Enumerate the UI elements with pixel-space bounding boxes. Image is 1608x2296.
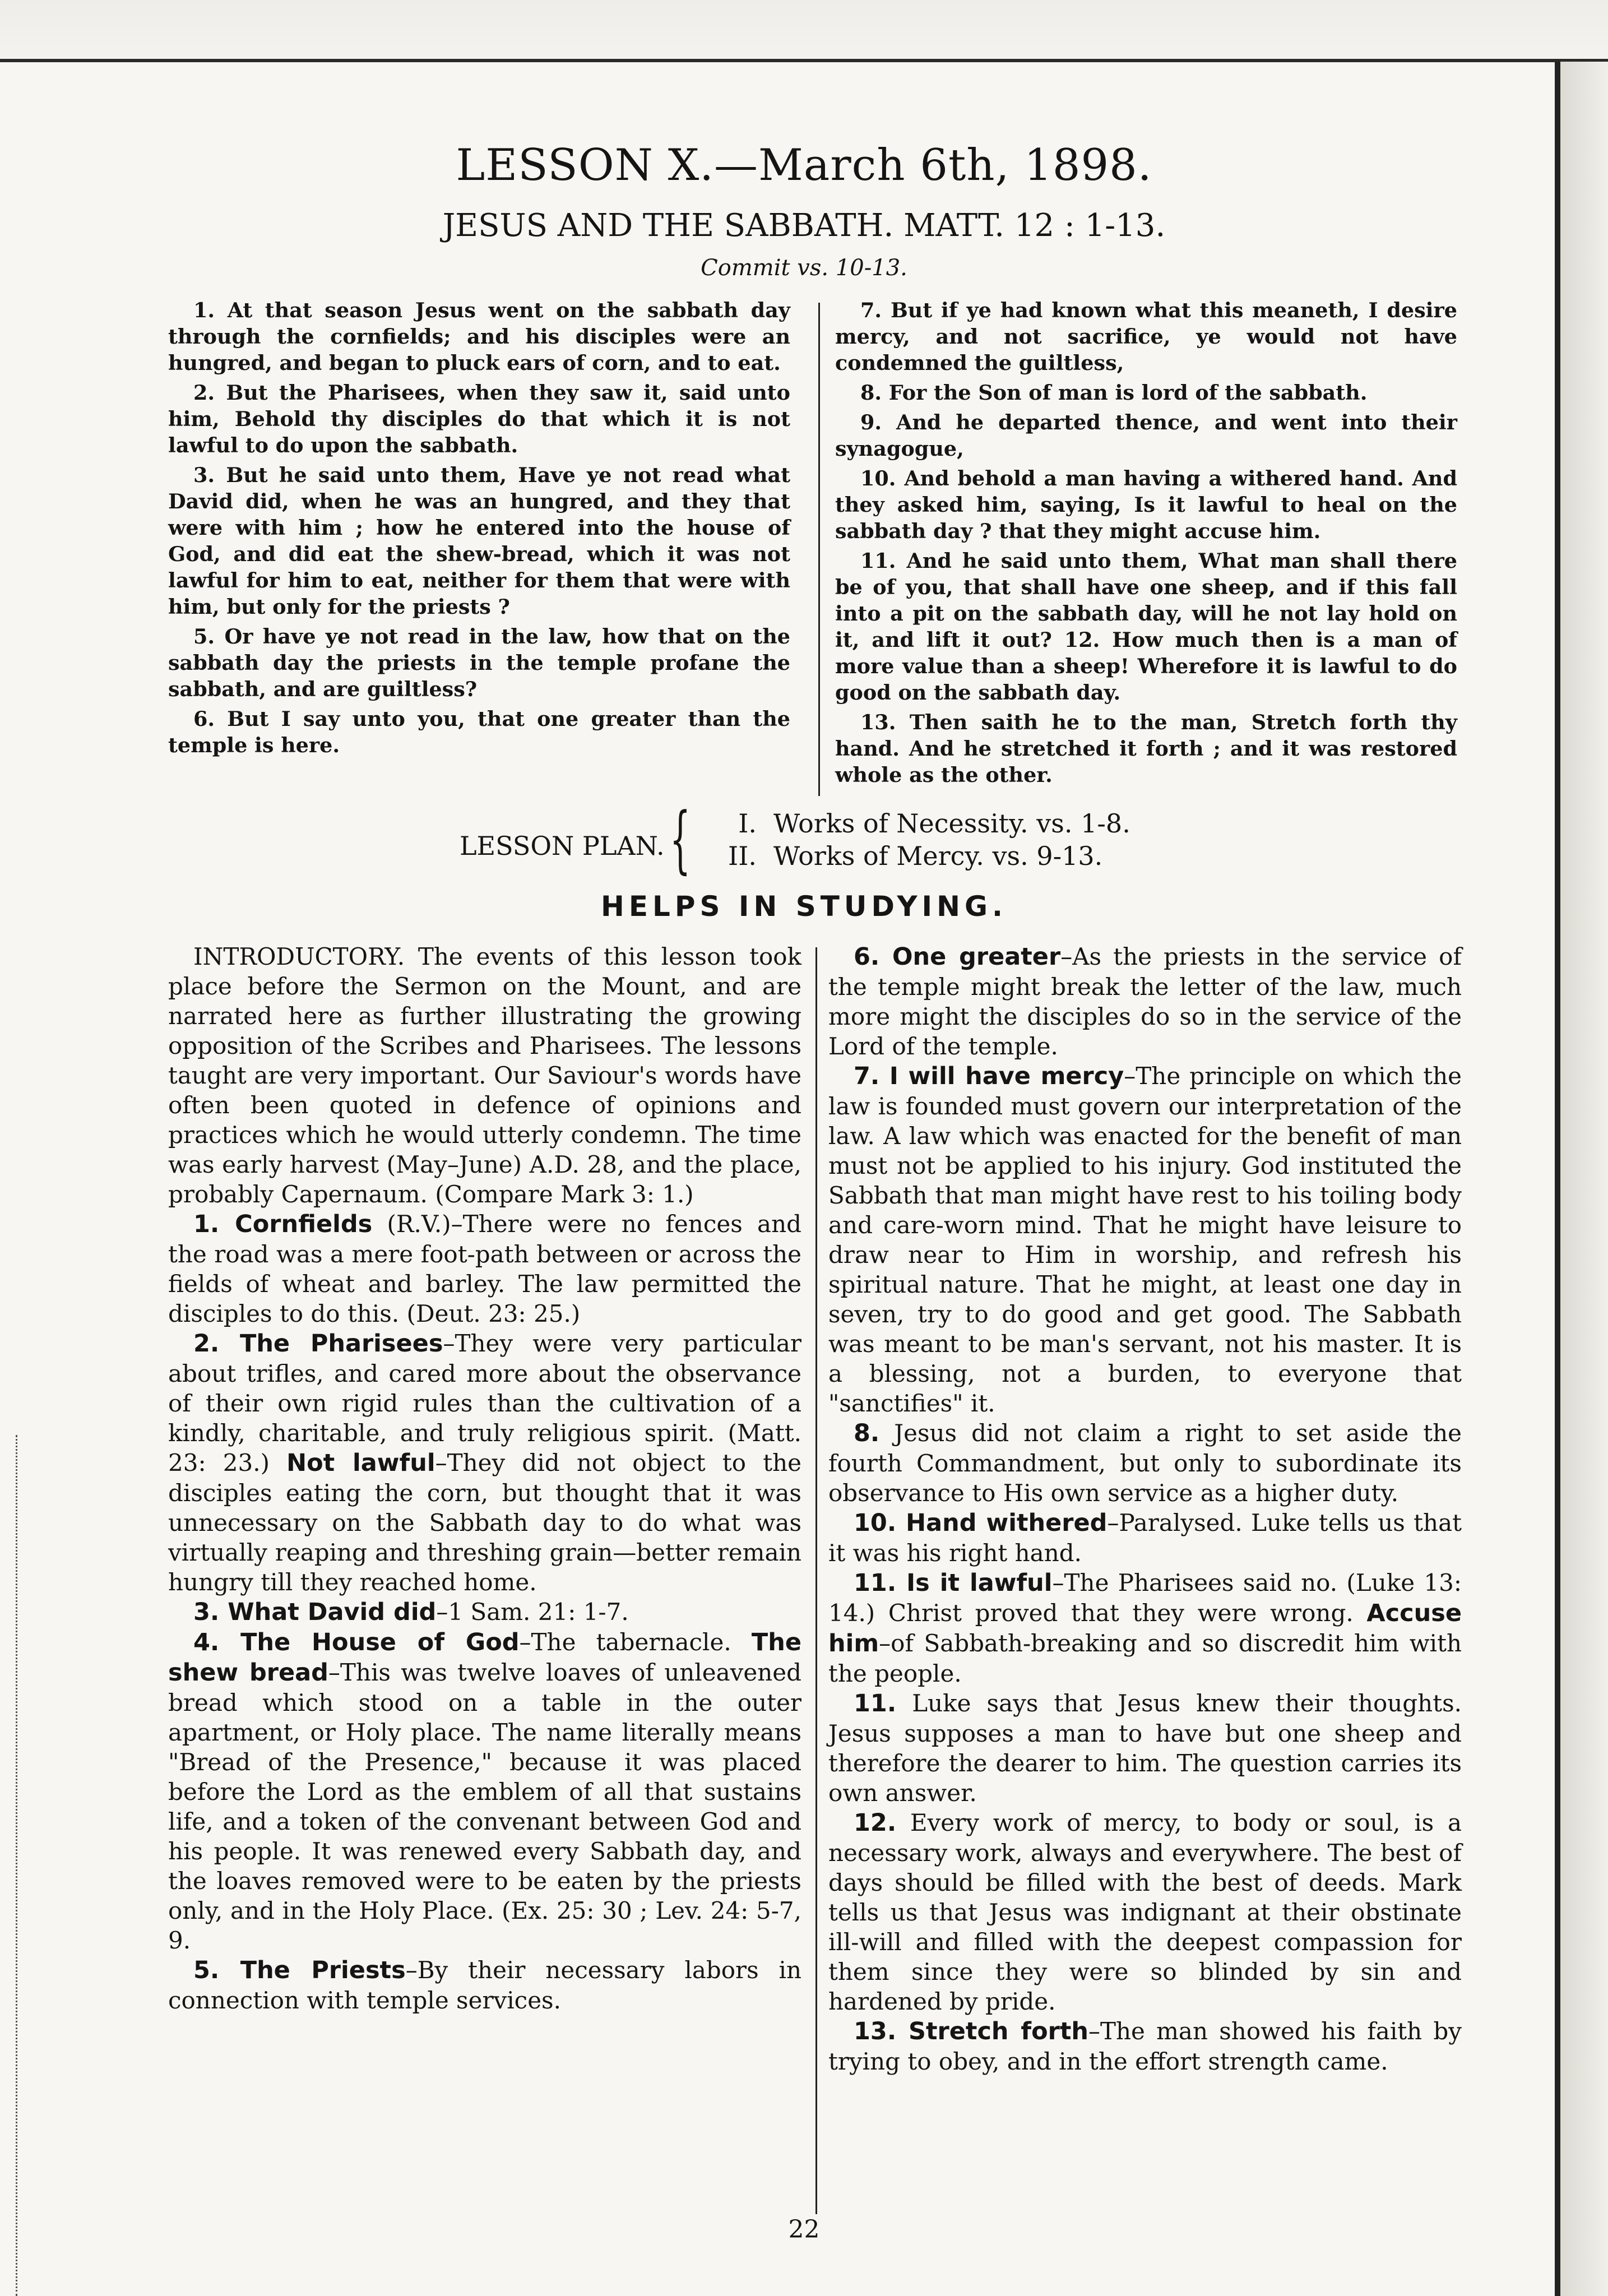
help-note: 10. Hand withered–Paralysed. Luke tells us that it was his right hand. — [828, 1509, 1462, 1567]
help-note: INTRODUCTORY. The events of this lesson took place before the Sermon on the Mount, and are narrated here as further illustrating the growing opposition of the Scribes and Pharisees. The lessons taught are very important. Our Saviour's words have often been quoted in defence of opinions and practices which he would utterly condemn. The time was early harvest (May–June) A.D. 28, and the place, probably Capernaum. (Compare Mark 3: 1.) — [168, 943, 801, 1208]
help-note: 13. Stretch forth–The man showed his faith by trying to obey, and in the effort strength came. — [828, 2017, 1462, 2075]
scripture-verse: 13. Then saith he to the man, Stretch forth thy hand. And he stretched it forth ; and it was restored whole as the other. — [835, 710, 1457, 787]
scripture-verse: 1. At that season Jesus went on the sabbath day through the cornfields; and his disciples were an hungred, and began to pluck ears of corn, and to eat. — [168, 298, 790, 375]
scripture-verse: 10. And behold a man having a withered hand. And they asked him, saying, Is it lawful to heal on the sabbath day ? that they might accuse him. — [835, 466, 1457, 543]
scripture-verse: 6. But I say unto you, that one greater than the temple is here. — [168, 707, 790, 757]
help-note: 7. I will have mercy–The principle on which the law is founded must govern our interpretation of the law. A law which was enacted for the benefit of man must not be applied to his injury. God instituted the Sabbath that man might have rest to his toiling body and care-worn mind. That he might have leisure to draw near to Him in worship, and refresh his spiritual nature. That he might, at least one day in seven, try to do good and get good. The Sabbath was meant to be man's servant, not his master. It is a blessing, not a burden, to everyone that "sanctifies" it. — [828, 1062, 1462, 1417]
page-right-edge — [1555, 62, 1608, 2296]
scripture-verse: 11. And he said unto them, What man shall there be of you, that shall have one sheep, and if this fall into a pit on the sabbath day, will he not lay hold on it, and lift it out? 12. How much then is a man of more value than a sheep! Wherefore it is lawful to do good on the sabbath day. — [835, 549, 1457, 705]
scripture-verse: 9. And he departed thence, and went into their synagogue, — [835, 410, 1457, 461]
plan-item: II. Works of Mercy. vs. 9-13. — [728, 841, 1103, 871]
lesson-plan-label: LESSON PLAN. — [460, 831, 665, 861]
page-number: 22 — [788, 2215, 820, 2244]
column-divider — [815, 947, 817, 2214]
plan-item: I. Works of Necessity. vs. 1-8. — [738, 808, 1130, 839]
help-note: 2. The Pharisees–They were very particular about trifles, and cared more about the observance of their own rigid rules than the cultivation of a kindly, charitable, and truly religious spirit. (Matt. 23: 23.) Not lawful–They did not object to the disciples eating the corn, but thought that it was unnecessary on the Sabbath day to do what was virtually reaping and threshing grain—better remain hungry till they reached home. — [168, 1330, 801, 1596]
helps-left-column — [168, 942, 801, 2015]
help-note: 3. What David did–1 Sam. 21: 1-7. — [193, 1598, 629, 1626]
help-note: 6. One greater–As the priests in the service of the temple might break the letter of the law, much more might the disciples do so in the service of the Lord of the temple. — [828, 943, 1462, 1060]
help-note: 8. Jesus did not claim a right to set aside the fourth Commandment, but only to subordinate its observance to His own service as a higher duty. — [828, 1419, 1462, 1507]
scripture-right-column — [835, 297, 1457, 791]
help-note: 4. The House of God–The tabernacle. The shew bread–This was twelve loaves of unleavened bread which stood on a table in the outer apartment, or Holy place. The name literally means "Bread of the Presence," because it was placed before the Lord as the emblem of all that sustains life, and a token of the convenant between God and his people. It was renewed every Sabbath day, and the loaves removed were to be eaten by the priests only, and in the Holy Place. (Ex. 25: 30 ; Lev. 24: 5-7, 9. — [168, 1628, 802, 1954]
help-note: 1. Cornfields (R.V.)–There were no fences and the road was a mere foot-path between or across the fields of wheat and barley. The law permitted the disciples to do this. (Deut. 23: 25.) — [168, 1210, 802, 1327]
page-top-edge — [0, 0, 1608, 62]
scripture-left-column — [168, 297, 790, 762]
page-left-edge — [0, 1435, 17, 2296]
column-divider — [818, 303, 820, 796]
help-note: 5. The Priests–By their necessary labors in connection with temple services. — [168, 1956, 801, 2014]
lesson-title: LESSON X.—March 6th, 1898. — [456, 140, 1152, 191]
helps-right-column — [828, 942, 1462, 2076]
help-note: 12. Every work of mercy, to body or soul, is a necessary work, always and everywhere. The best of days should be filled with the best of deeds. Mark tells us that Jesus was indignant at their obstinate ill-will and filled with the deepest compassion for them since they were so blinded by sin and hardened by pride. — [828, 1809, 1462, 2015]
lesson-subtitle: JESUS AND THE SABBATH. MATT. 12 : 1-13. — [442, 207, 1166, 244]
lesson-header — [0, 140, 1608, 191]
lesson-plan — [460, 797, 1188, 882]
scripture-verse: 7. But if ye had known what this meaneth, I desire mercy, and not sacrifice, ye would not have condemned the guiltless, — [835, 298, 1457, 375]
help-note: 11. Is it lawful–The Pharisees said no. (Luke 13: 14.) Christ proved that they were wrong. Accuse him–of Sabbath-breaking and so discredit him with the people. — [828, 1569, 1462, 1687]
scripture-verse: 8. For the Son of man is lord of the sabbath. — [860, 381, 1368, 405]
scripture-verse: 5. Or have ye not read in the law, how that on the sabbath day the priests in the temple profane the sabbath, and are guiltless? — [168, 624, 790, 701]
commit-verses: Commit vs. 10-13. — [701, 255, 907, 281]
help-note: 11. Luke says that Jesus knew their thoughts. Jesus supposes a man to have but one sheep and therefore the dearer to him. The question carries its own answer. — [828, 1689, 1462, 1807]
scripture-verse: 3. But he said unto them, Have ye not read what David did, when he was an hungred, and they that were with him ; how he entered into the house of God, and did eat the shew-bread, which it was not lawful for him to eat, neither for them that were with him, but only for the priests ? — [168, 463, 790, 619]
scripture-verse: 2. But the Pharisees, when they saw it, said unto him, Behold thy disciples do that which it is not lawful to do upon the sabbath. — [168, 381, 790, 457]
helps-heading: HELPS IN STUDYING. — [600, 890, 1008, 923]
brace-icon: { — [670, 797, 691, 882]
